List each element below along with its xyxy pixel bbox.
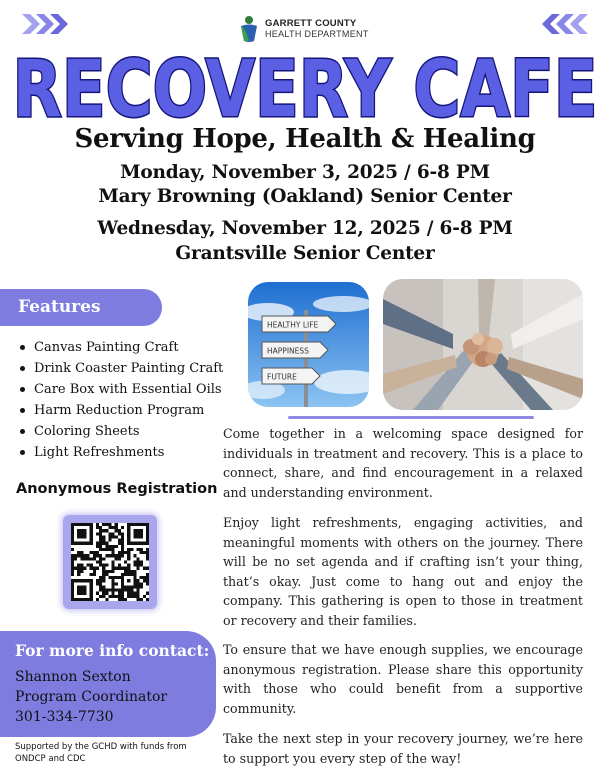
person-logo-icon — [238, 15, 260, 43]
features-heading: Features — [0, 289, 162, 326]
title-text: RECOVERY CAFE — [12, 46, 598, 132]
feature-item: Care Box with Essential Oils — [20, 379, 223, 400]
feature-item: Harm Reduction Program — [20, 400, 223, 421]
chevron-left-icon — [532, 12, 588, 36]
joined-hands-image — [383, 279, 583, 410]
contact-name: Shannon Sexton — [15, 669, 131, 685]
registration-qr-code[interactable] — [63, 515, 157, 609]
subtitle: Serving Hope, Health & Healing — [74, 124, 536, 154]
logo-line2: HEALTH DEPARTMENT — [265, 29, 369, 39]
qr-code-icon — [71, 523, 149, 601]
contact-box — [0, 631, 216, 737]
feature-item: Coloring Sheets — [20, 421, 223, 442]
body-paragraph: To ensure that we have enough supplies, we encourage anonymous registration. Please share this opportunity with those who could benefit from a supportive community. — [223, 642, 583, 716]
body-paragraph: Take the next step in your recovery journey, we’re here to support you every step of the way! — [223, 731, 583, 766]
body-paragraph: Enjoy light refreshments, engaging activities, and meaningful moments with others on the journey. There will be no set agenda and if crafting isn’t your thing, that’s okay. Just come to hang out and enjoy the company. This gathering is open to those in treatment or recovery and their families. — [223, 515, 583, 628]
features-list — [20, 337, 223, 463]
feature-item: Light Refreshments — [20, 442, 223, 463]
support-note: Supported by the GCHD with funds from ONDCP and CDC — [15, 742, 187, 764]
body-paragraph: Come together in a welcoming space designed for individuals in treatment and recovery. This is a place to connect, share, and find encouragement in a relaxed and understanding environment. — [223, 426, 583, 500]
signpost-image — [248, 282, 369, 407]
feature-item: Canvas Painting Craft — [20, 337, 223, 358]
sign-label-3: FUTURE — [267, 372, 297, 382]
event-1-date: Monday, November 3, 2025 / 6-8 PM — [120, 162, 490, 183]
logo-line1: GARRETT COUNTY — [265, 18, 357, 29]
registration-heading: Anonymous Registration — [16, 481, 218, 497]
contact-heading: For more info contact: — [15, 641, 210, 660]
chevron-right-icon — [22, 12, 78, 36]
divider — [288, 416, 534, 419]
event-2-date: Wednesday, November 12, 2025 / 6-8 PM — [97, 218, 513, 239]
sign-label-2: HAPPINESS — [267, 346, 309, 356]
recovery-cafe-title — [0, 46, 610, 132]
sign-label-1: HEALTHY LIFE — [267, 320, 319, 330]
health-department-logo — [238, 15, 369, 43]
feature-item: Drink Coaster Painting Craft — [20, 358, 223, 379]
event-2-location: Grantsville Senior Center — [175, 243, 435, 264]
contact-phone[interactable]: 301-334-7730 — [15, 709, 114, 725]
event-1-location: Mary Browning (Oakland) Senior Center — [98, 186, 512, 207]
contact-role: Program Coordinator — [15, 689, 168, 705]
